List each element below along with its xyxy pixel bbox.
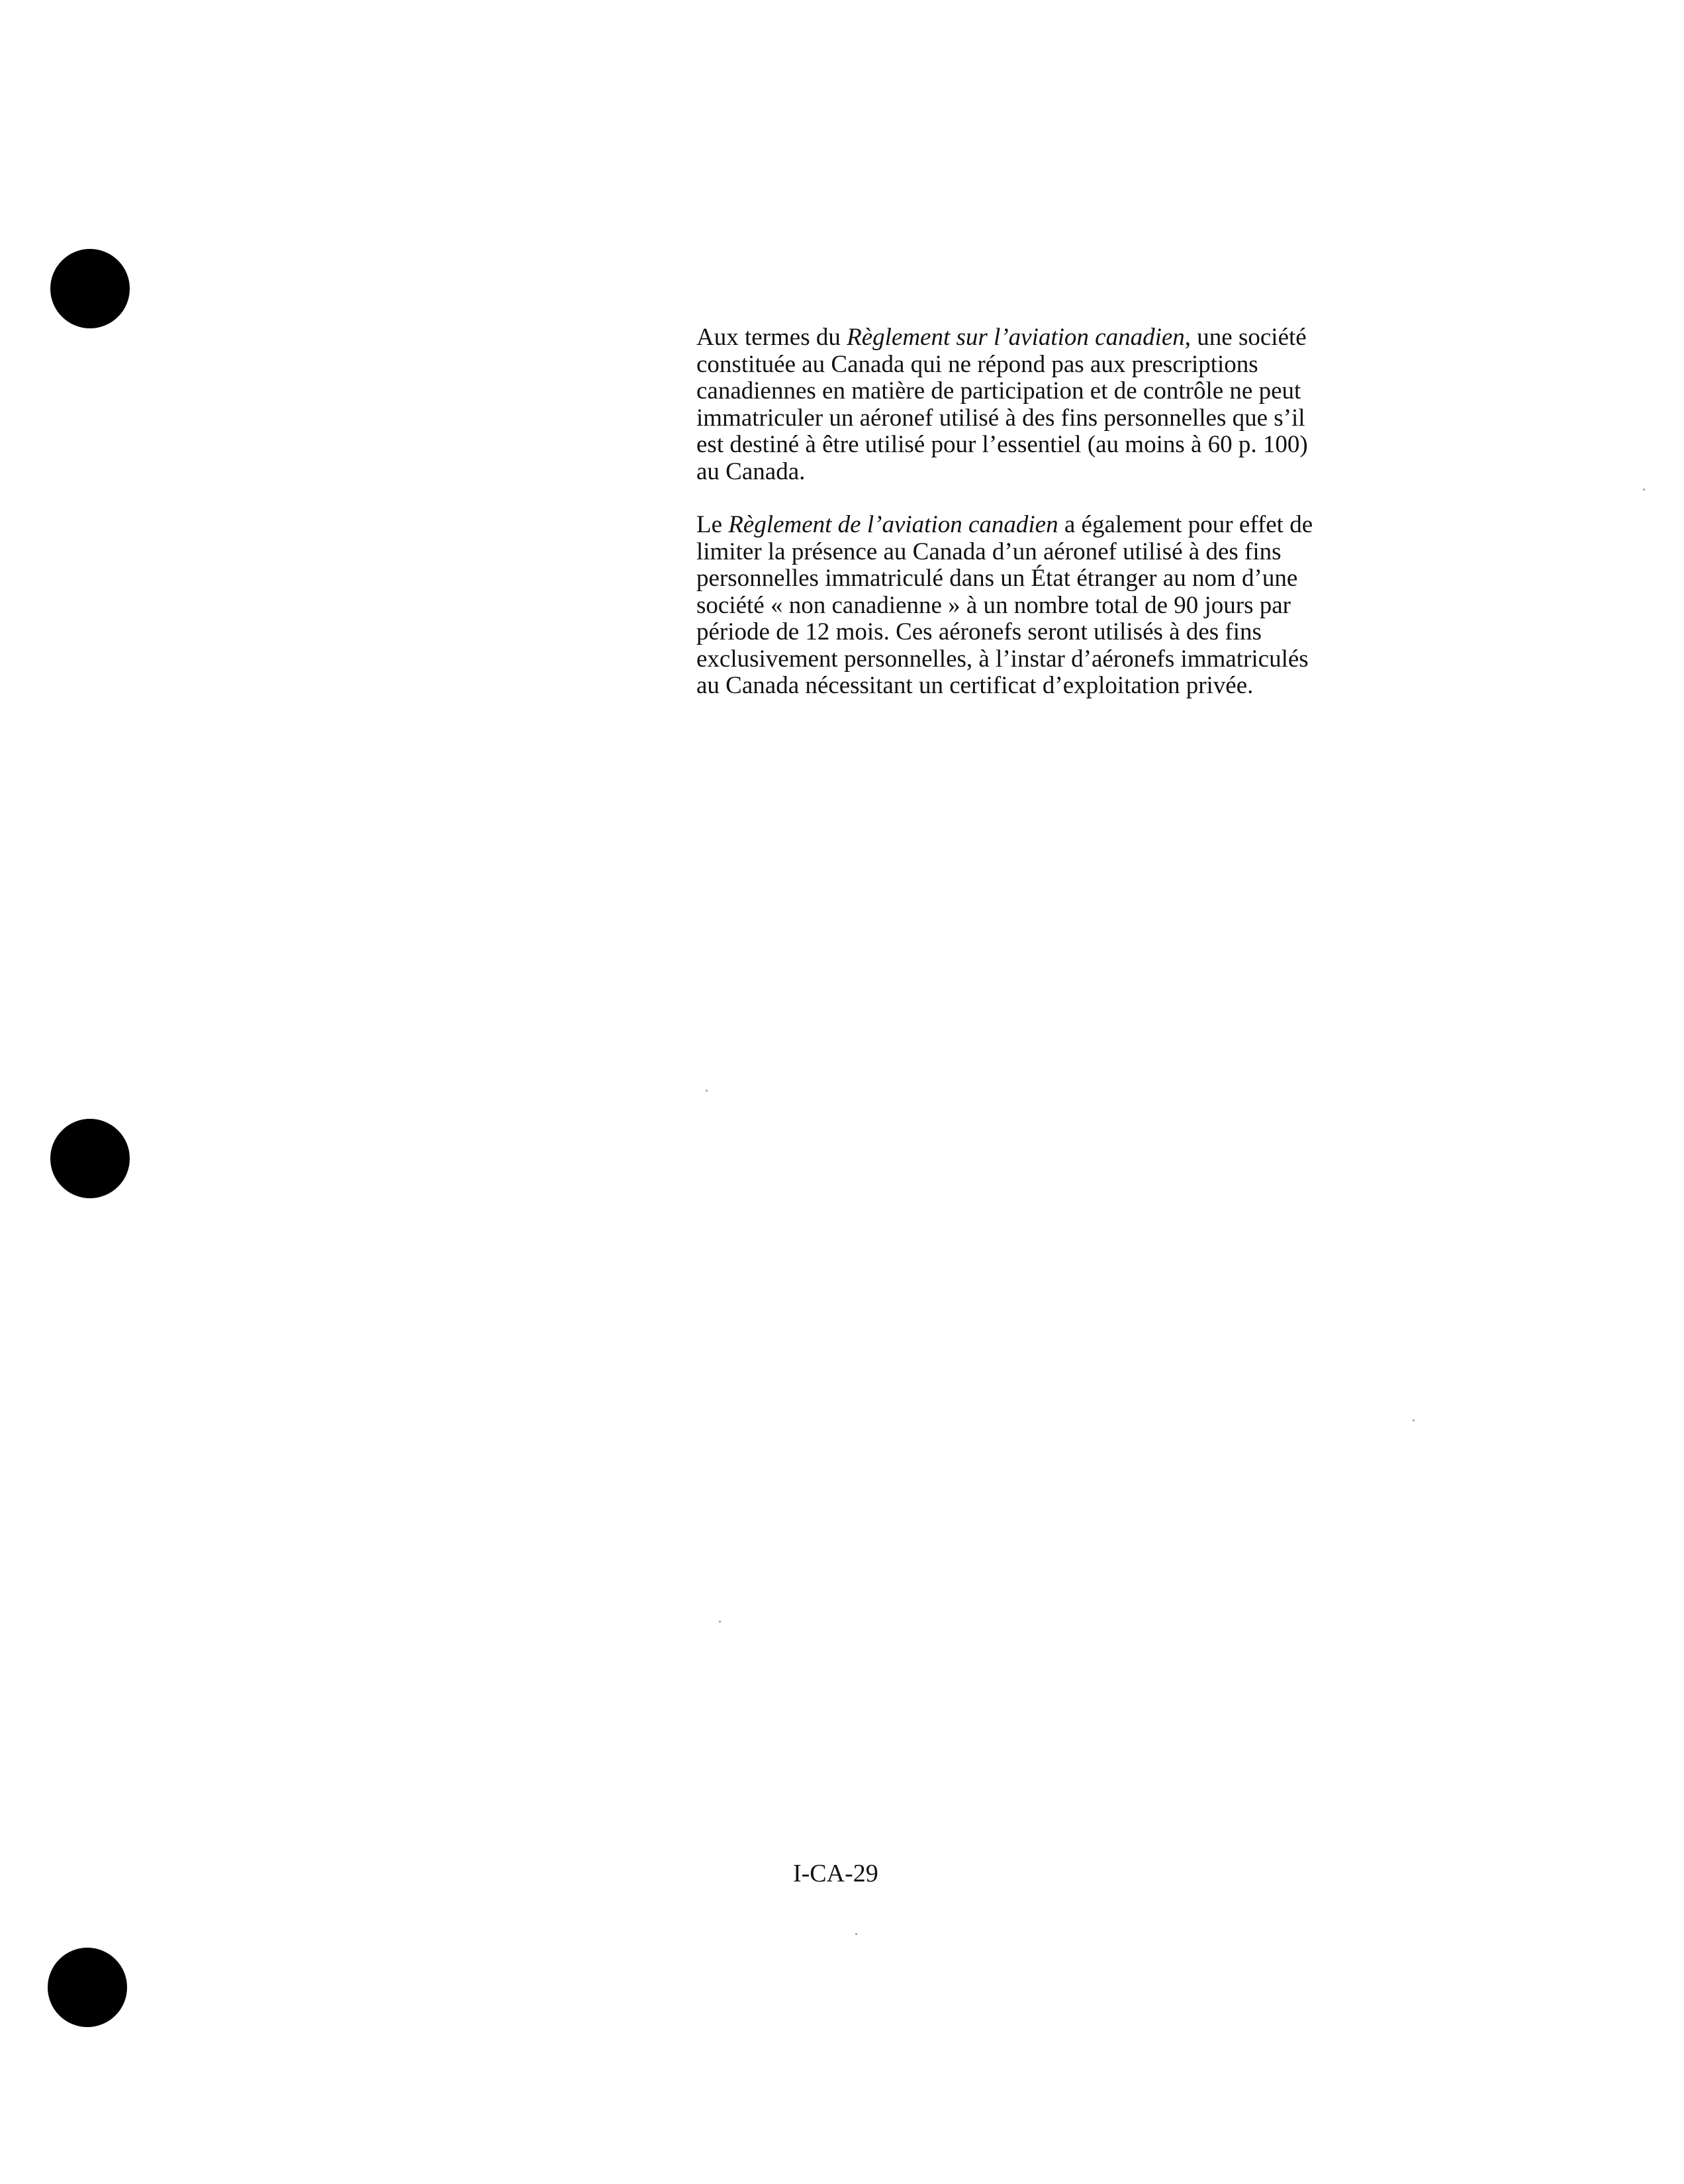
text-line: immatriculer un aéronef utilisé à des fins personnelles que s’il [696, 404, 1305, 432]
regulation-title: Règlement sur l’aviation canadien [847, 324, 1185, 351]
paragraph-1 [696, 324, 1358, 485]
text-line: limiter la présence au Canada d’un aéronef utilisé à des fins [696, 538, 1282, 565]
binder-hole-bottom [48, 1948, 127, 2027]
regulation-title: Règlement de l’aviation canadien [728, 511, 1058, 538]
text-line: est destiné à être utilisé pour l’essentiel (au moins à 60 p. 100) [696, 431, 1308, 458]
paragraph-2 [696, 512, 1358, 700]
text-line: canadiennes en matière de participation et de contrôle ne peut [696, 377, 1301, 404]
text-line: Aux termes du Règlement sur l’aviation canadien, une société [696, 324, 1307, 351]
text-line: période de 12 mois. Ces aéronefs seront utilisés à des fins [696, 618, 1262, 645]
text-line: au Canada. [696, 457, 806, 485]
scan-speck [719, 1621, 721, 1623]
body-text [696, 324, 1358, 726]
text-line: Le Règlement de l’aviation canadien a également pour effet de [696, 511, 1313, 538]
text-line: exclusivement personnelles, à l’instar d’aéronefs immatriculés [696, 645, 1309, 673]
scan-speck [706, 1090, 708, 1092]
binder-hole-top [50, 249, 130, 328]
scan-speck [855, 1933, 857, 1935]
page-number: I-CA-29 [793, 1860, 878, 1887]
scan-speck [1413, 1419, 1415, 1421]
text-line: constituée au Canada qui ne répond pas aux prescriptions [696, 350, 1258, 378]
text-line: société « non canadienne » à un nombre total de 90 jours par [696, 591, 1291, 619]
scan-speck [1643, 489, 1645, 491]
binder-hole-middle [50, 1119, 130, 1198]
text-line: au Canada nécessitant un certificat d’exploitation privée. [696, 672, 1254, 699]
text-line: personnelles immatriculé dans un État étranger au nom d’une [696, 565, 1298, 592]
